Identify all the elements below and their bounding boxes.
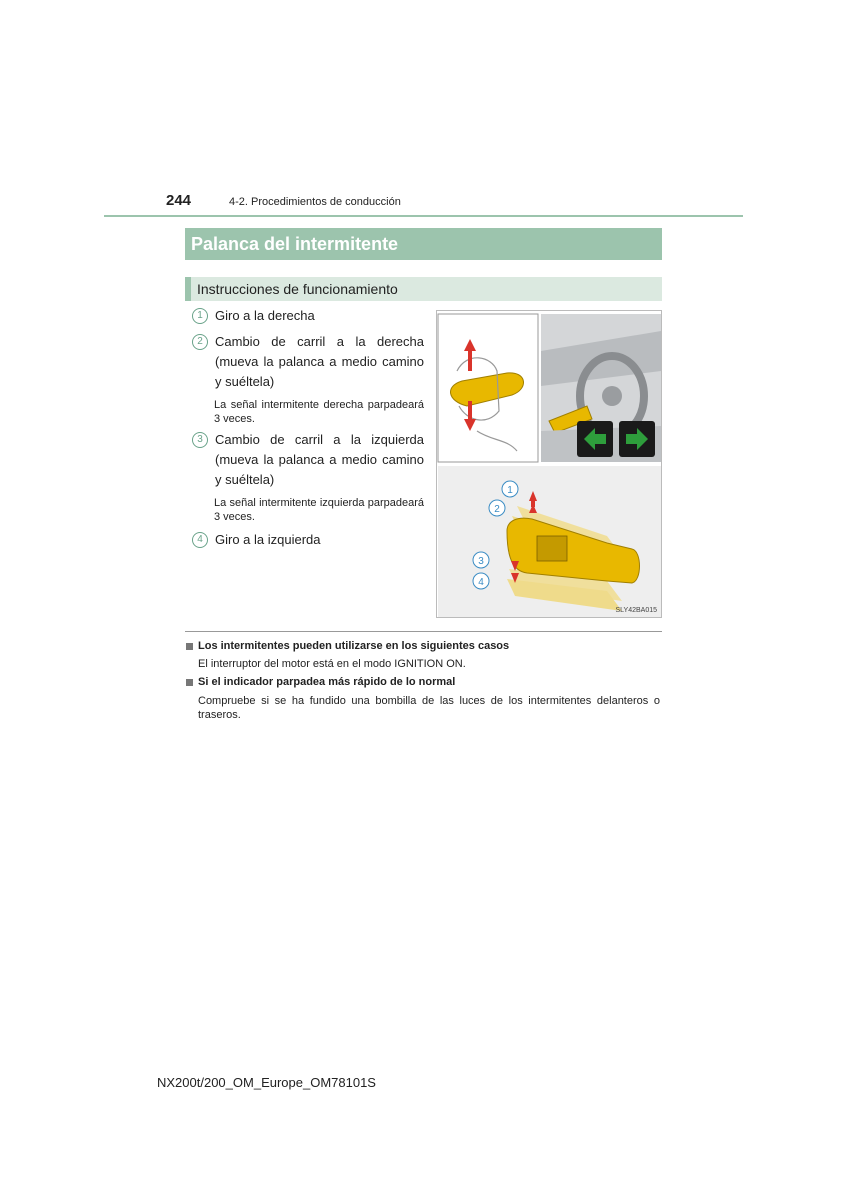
lever-illustration: [437, 311, 662, 618]
item-note: La señal intermitente izquierda parpadeará 3 veces.: [214, 497, 424, 523]
instruction-list: [192, 306, 424, 550]
callout-number: 2: [192, 334, 208, 350]
list-item: [192, 332, 424, 392]
item-text: Cambio de carril a la derecha (mueva la palanca a medio camino y suéltela): [215, 334, 424, 389]
fig-callout-1: 1: [507, 485, 513, 496]
footer-doc-id: NX200t/200_OM_Europe_OM78101S: [157, 1075, 376, 1090]
page-title: Palanca del intermitente: [185, 228, 662, 260]
fig-callout-4: 4: [478, 577, 484, 588]
note-heading-text: Los intermitentes pueden utilizarse en los siguientes casos: [198, 640, 510, 652]
callout-number: 3: [192, 432, 208, 448]
lever-figure: [436, 310, 662, 618]
callout-number: 4: [192, 532, 208, 548]
note-heading: [186, 676, 455, 688]
list-item: [192, 306, 424, 326]
item-note: La señal intermitente derecha parpadeará 3 veces.: [214, 399, 424, 425]
item-text: Cambio de carril a la izquierda (mueva la palanca a medio camino y suéltela): [215, 432, 424, 487]
list-item: [192, 430, 424, 490]
bullet-square-icon: [186, 643, 193, 650]
note-body: Compruebe si se ha fundido una bombilla de las luces de los intermitentes delanteros o traseros.: [198, 695, 660, 721]
bullet-square-icon: [186, 679, 193, 686]
section-subtitle: Instrucciones de funcionamiento: [185, 277, 662, 301]
item-text: Giro a la derecha: [215, 308, 315, 323]
note-body: El interruptor del motor está en el modo IGNITION ON.: [198, 658, 466, 670]
figure-code: SLY42BA015: [615, 607, 657, 614]
header-rule: [104, 215, 743, 217]
list-item: [192, 530, 424, 550]
fig-callout-2: 2: [494, 504, 500, 515]
divider: [185, 631, 662, 632]
callout-number: 1: [192, 308, 208, 324]
note-heading-text: Si el indicador parpadea más rápido de lo normal: [198, 676, 456, 688]
note-heading: [186, 640, 509, 652]
fig-callout-3: 3: [478, 556, 484, 567]
section-path: 4-2. Procedimientos de conducción: [229, 196, 401, 208]
item-text: Giro a la izquierda: [215, 532, 321, 547]
page-number: 244: [166, 192, 192, 209]
